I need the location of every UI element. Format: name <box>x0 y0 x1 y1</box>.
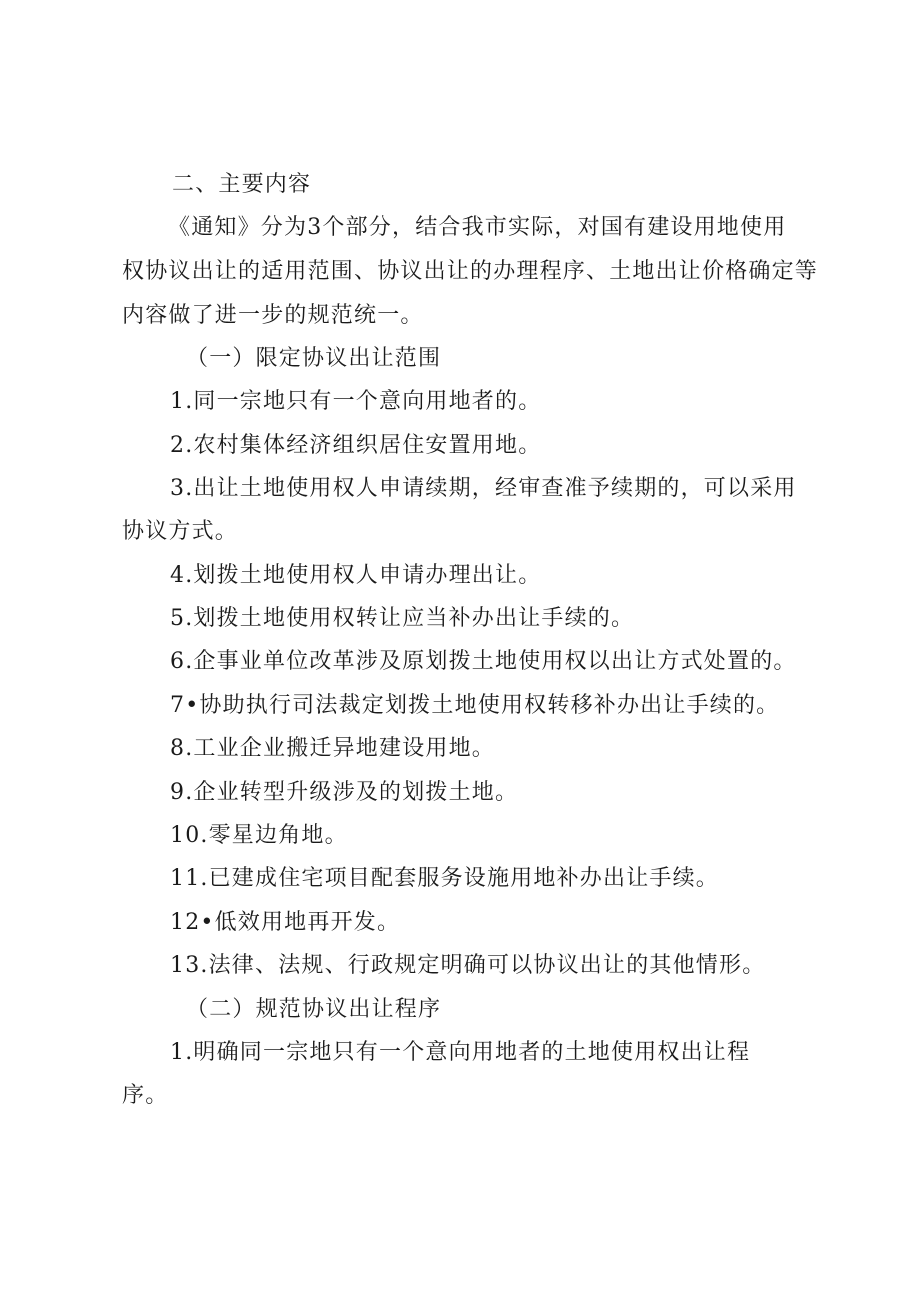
list-item: 7•协助执行司法裁定划拨土地使用权转移补办出让手续的。 <box>170 693 780 718</box>
list-item: 9.企业转型升级涉及的划拨土地。 <box>170 780 519 805</box>
list-item: 1.同一宗地只有一个意向用地者的。 <box>170 389 542 414</box>
intro-line-1: 《通知》分为3个部分，结合我市实际，对国有建设用地使用 <box>168 215 787 240</box>
list-item: 4.划拨土地使用权人申请办理出让。 <box>170 563 542 588</box>
section-heading: 二、主要内容 <box>172 172 312 197</box>
list-item: 8.工业企业搬迁异地建设用地。 <box>170 736 495 761</box>
subsection-2-title: （二）规范协议出让程序 <box>186 997 442 1022</box>
list-item: 11.已建成住宅项目配套服务设施用地补办出让手续。 <box>170 866 719 891</box>
list-item: 5.划拨土地使用权转让应当补办出让手续的。 <box>170 606 635 631</box>
subsection-1-title: （一）限定协议出让范围 <box>186 346 442 371</box>
list-item: 3.出让土地使用权人申请续期，经审查准予续期的，可以采用 <box>170 476 797 501</box>
intro-line-2: 权协议出让的适用范围、协议出让的办理程序、土地出让价格确定等 <box>122 259 819 284</box>
intro-line-3: 内容做了进一步的规范统一。 <box>122 303 424 328</box>
list-item-continuation: 协议方式。 <box>122 519 239 544</box>
list-item: 2.农村集体经济组织居住安置用地。 <box>170 433 542 458</box>
list-item: 12•低效用地再开发。 <box>170 910 401 935</box>
list-item: 13.法律、法规、行政规定明确可以协议出让的其他情形。 <box>170 953 766 978</box>
list-item: 10.零星边角地。 <box>170 823 348 848</box>
list-item-continuation: 序。 <box>122 1083 169 1108</box>
list-item: 1.明确同一宗地只有一个意向用地者的土地使用权出让程 <box>170 1040 751 1065</box>
list-item: 6.企事业单位改革涉及原划拨土地使用权以出让方式处置的。 <box>170 649 797 674</box>
